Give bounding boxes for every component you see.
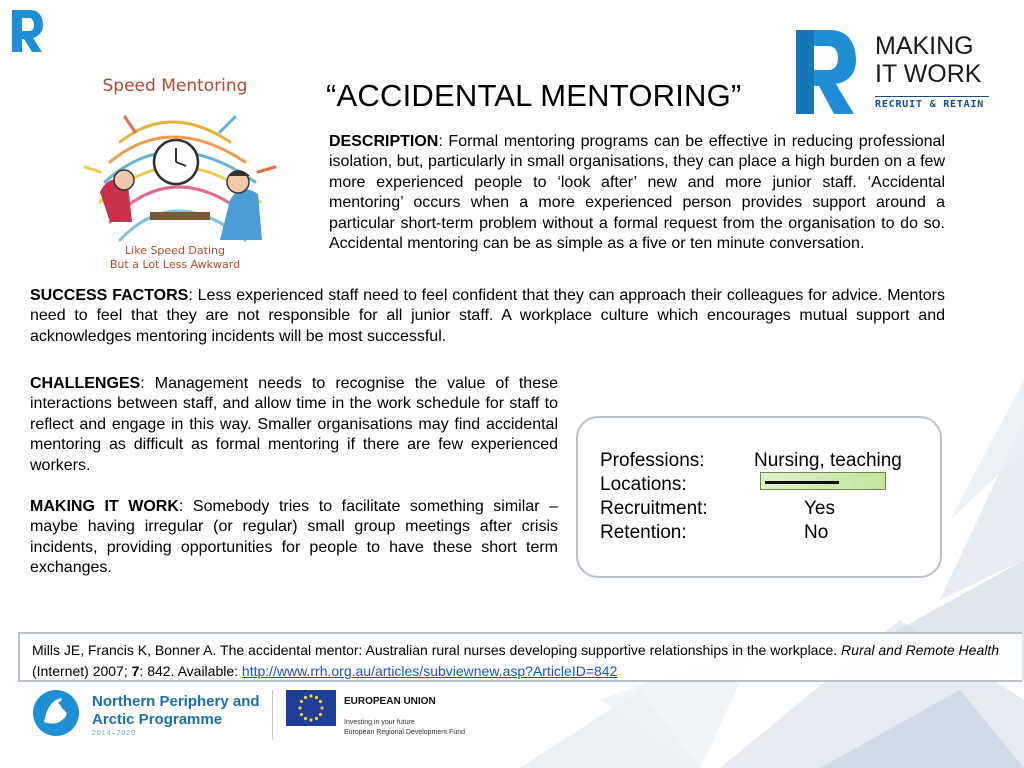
eu-title: EUROPEAN UNION [344, 696, 436, 707]
description-text: : Formal mentoring programs can be effective in reducing professional isolation, but, particularly in small organisations, they can place a high burden on a few more experienced people to ‘look after’ new and more junior staff. ‘Accidental mentoring’ occurs when a more experienced person provides support around a particular short-term problem without a formal request from the organisation to do so. Accidental mentoring can be as simple as a five or ten minute conversation. [329, 133, 945, 253]
npa-line1: Northern Periphery and [92, 693, 260, 710]
challenges-paragraph [30, 374, 558, 476]
recruitment-label: Recruitment: [600, 498, 708, 519]
reference-details-a: (Internet) 2007; [32, 663, 132, 679]
retention-value: No [804, 522, 829, 543]
success-factors-label: SUCCESS FACTORS [30, 287, 189, 304]
reference-box [18, 632, 1022, 682]
description-label: DESCRIPTION [329, 133, 439, 150]
professions-value: Nursing, teaching [754, 450, 902, 471]
professions-label: Professions: [600, 450, 705, 471]
brand-line1: MAKING [875, 32, 974, 60]
npa-line2: Arctic Programme [92, 711, 223, 728]
making-it-work-label: MAKING IT WORK [30, 498, 179, 515]
illustration-caption-line1: Like Speed Dating [125, 244, 225, 257]
speed-mentoring-illustration [80, 72, 290, 277]
reference-journal: Rural and Remote Health [841, 642, 1000, 658]
corner-r-logo-icon [10, 8, 44, 54]
challenges-label: CHALLENGES [30, 375, 141, 392]
illustration-title: Speed Mentoring [102, 76, 248, 96]
retention-label: Retention: [600, 522, 687, 543]
reference-volume: 7 [131, 663, 140, 679]
eu-sub-line2: European Regional Development Fund [344, 729, 466, 736]
making-it-work-text: : Somebody tries to facilitate something similar – maybe having irregular (or regular) small group meetings after crisis incidents, providing opportunities for people to have these short term exchanges. [30, 498, 558, 577]
eu-sub-line1: Investing in your future [344, 719, 415, 726]
success-factors-paragraph [30, 286, 945, 347]
reference-citation [32, 640, 1012, 682]
locations-label: Locations: [600, 474, 687, 495]
brand-line2: IT WORK [875, 60, 982, 88]
making-it-work-r-logo-icon [792, 26, 858, 118]
locations-bar [760, 472, 886, 490]
eu-subtitle [344, 718, 465, 738]
page-title: “ACCIDENTAL MENTORING” [326, 78, 742, 113]
eu-flag-icon [286, 690, 336, 726]
success-factors-text: : Less experienced staff need to feel confident that they can approach their colleagues for advice. Mentors need to feel that they are not responsible for all junior staff. A workplace culture which encourages mutual support and acknowledges mentoring incidents will be most successful. [30, 287, 946, 345]
reference-details-b: : 842. Available: [139, 663, 242, 679]
npa-bird-logo-icon [32, 686, 80, 740]
footer-divider [272, 690, 273, 740]
recruitment-value: Yes [804, 498, 835, 519]
locations-bar-fill [765, 481, 839, 484]
brand-name [875, 32, 981, 88]
info-box [576, 416, 942, 578]
description-paragraph [329, 132, 945, 254]
npa-years: 2014–2020 [92, 730, 137, 737]
challenges-text: : Management needs to recognise the value of these interactions between staff, and allow time in the work schedule for staff to reflect and engage in this way. Smaller organisations may find accidental mentoring as difficult as formal mentoring if there are few experienced workers. [30, 375, 558, 474]
reference-link[interactable]: http://www.rrh.org.au/articles/subviewnew.asp?ArticleID=842 [241, 663, 618, 679]
npa-name [92, 693, 260, 729]
making-it-work-paragraph [30, 497, 558, 579]
brand-tagline: RECRUIT & RETAIN [875, 96, 989, 110]
illustration-caption-line2: But a Lot Less Awkward [109, 258, 241, 271]
reference-authors: Mills JE, Francis K, Bonner A. The accidental mentor: Australian rural nurses developing supportive relationships in the workplace. [32, 642, 842, 658]
